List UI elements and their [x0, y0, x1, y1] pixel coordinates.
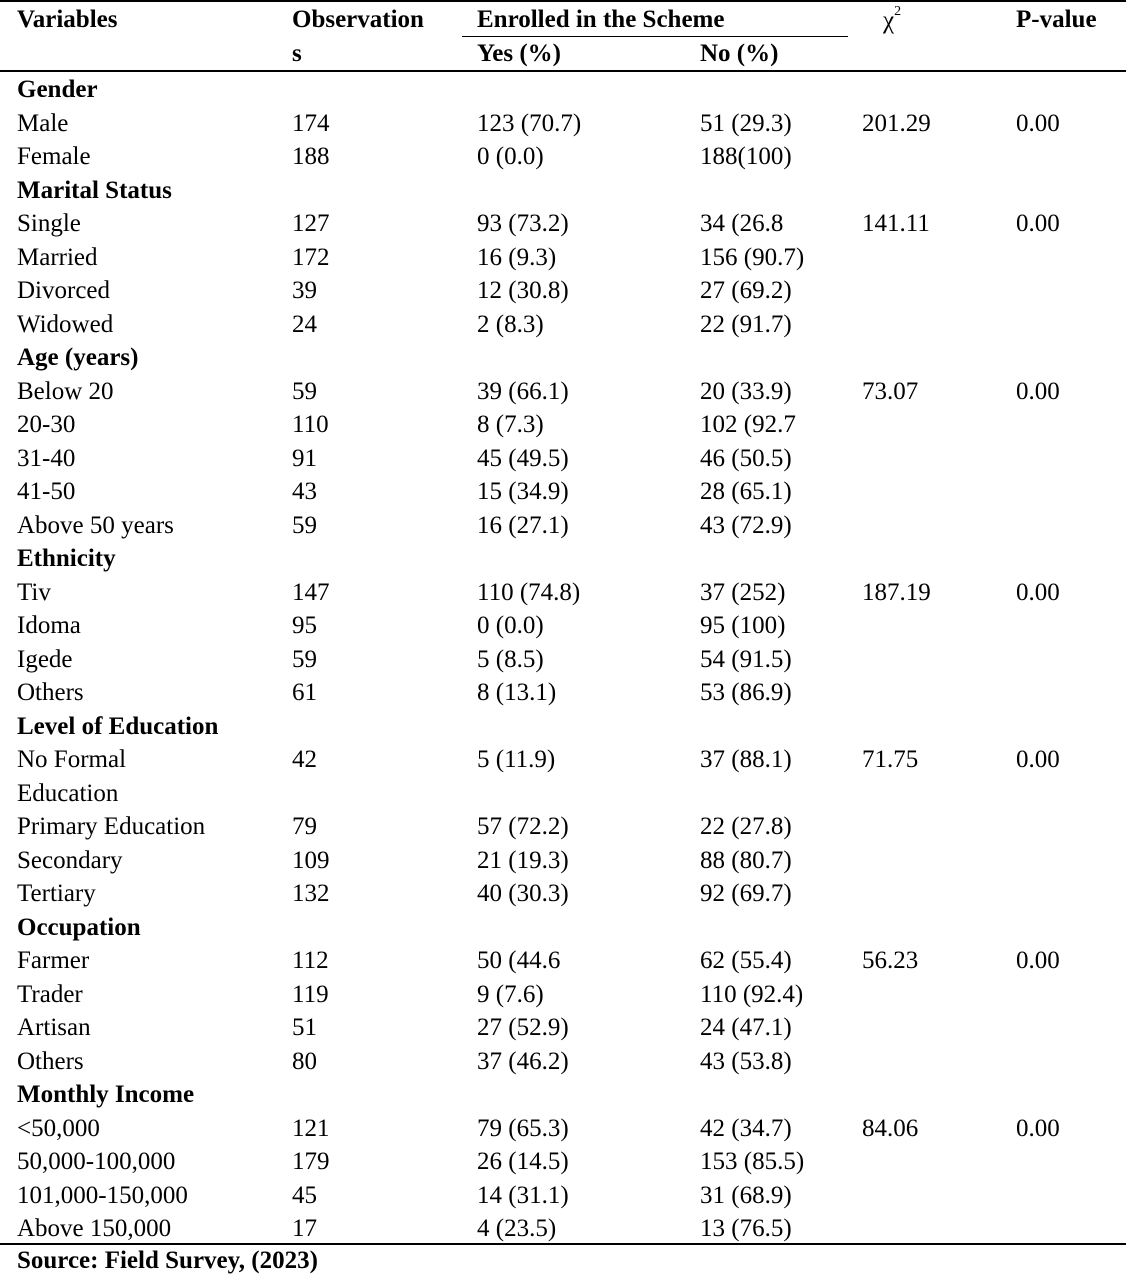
enrolled-yes-cell: 37 (46.2)	[477, 1047, 569, 1075]
row-label: 101,000-150,000	[17, 1181, 188, 1209]
row-label: Tertiary	[17, 880, 96, 907]
section-label: Occupation	[17, 913, 141, 941]
enrolled-no-cell: 28 (65.1)	[700, 478, 792, 505]
enrolled-yes-cell: 2 (8.3)	[477, 310, 544, 338]
chi-square-cell: 84.06	[862, 1114, 919, 1142]
section-heading-row	[0, 1078, 1126, 1112]
enrolled-no-cell: 54 (91.5)	[700, 645, 792, 673]
p-value-cell: 0.00	[1016, 1114, 1060, 1142]
p-value-cell: 0.00	[1016, 377, 1060, 405]
observations-cell: 17	[292, 1215, 317, 1242]
header-subrule	[462, 36, 848, 37]
table-row	[0, 1045, 1126, 1079]
table-row	[0, 1112, 1126, 1146]
section-label: Level of Education	[17, 712, 219, 740]
table-row	[0, 743, 1126, 777]
table-row	[0, 777, 1126, 811]
enrolled-yes-cell: 110 (74.8)	[477, 578, 581, 606]
observations-cell: 39	[292, 277, 317, 304]
row-label: Education	[17, 779, 119, 807]
enrolled-yes-cell: 93 (73.2)	[477, 210, 569, 237]
section-heading-row	[0, 341, 1126, 375]
enrolled-no-cell: 153 (85.5)	[700, 1148, 805, 1175]
header-observations-line1: Observation	[292, 6, 424, 33]
observations-cell: 121	[292, 1114, 330, 1142]
observations-cell: 91	[292, 444, 317, 472]
enrolled-yes-cell: 16 (27.1)	[477, 511, 569, 539]
table-row	[0, 375, 1126, 409]
enrolled-no-cell: 13 (76.5)	[700, 1215, 792, 1242]
enrolled-no-cell: 188(100)	[700, 143, 792, 170]
enrolled-no-cell: 20 (33.9)	[700, 377, 792, 405]
section-heading-row	[0, 911, 1126, 945]
row-label: Igede	[17, 645, 73, 673]
enrolled-yes-cell: 40 (30.3)	[477, 880, 569, 907]
section-label: Marital Status	[17, 176, 172, 204]
observations-cell: 132	[292, 880, 330, 907]
table-row	[0, 308, 1126, 342]
enrolled-yes-cell: 79 (65.3)	[477, 1114, 569, 1142]
observations-cell: 119	[292, 980, 329, 1008]
row-label: Married	[17, 243, 98, 271]
bottom-rule	[0, 1243, 1126, 1245]
p-value-cell: 0.00	[1016, 578, 1060, 606]
chi-superscript: 2	[894, 3, 902, 19]
section-heading-row	[0, 710, 1126, 744]
row-label: No Formal	[17, 746, 127, 773]
row-label: Widowed	[17, 310, 114, 338]
chi-square-cell: 201.29	[862, 109, 931, 137]
chi-square-cell: 56.23	[862, 947, 919, 974]
enrolled-no-cell: 102 (92.7	[700, 411, 796, 438]
row-label: Others	[17, 679, 84, 706]
observations-cell: 51	[292, 1014, 317, 1041]
table-row	[0, 207, 1126, 241]
observations-cell: 110	[292, 411, 329, 438]
row-label: Trader	[17, 980, 83, 1008]
row-label: Idoma	[17, 612, 81, 639]
row-label: Farmer	[17, 947, 90, 974]
enrolled-yes-cell: 4 (23.5)	[477, 1215, 557, 1242]
enrolled-yes-cell: 14 (31.1)	[477, 1181, 569, 1209]
source-note: Source: Field Survey, (2023)	[17, 1247, 318, 1274]
header-pvalue: P-value	[1016, 6, 1097, 33]
observations-cell: 174	[292, 109, 330, 137]
enrolled-yes-cell: 45 (49.5)	[477, 444, 569, 472]
enrolled-no-cell: 37 (252)	[700, 578, 786, 606]
row-label: Above 150,000	[17, 1215, 172, 1242]
header-observations-line2: s	[292, 40, 302, 67]
chi-square-cell: 73.07	[862, 377, 919, 405]
table-row	[0, 609, 1126, 643]
chi-square-cell: 71.75	[862, 746, 919, 773]
table-row	[0, 576, 1126, 610]
enrolled-yes-cell: 26 (14.5)	[477, 1148, 569, 1175]
enrolled-yes-cell: 39 (66.1)	[477, 377, 569, 405]
row-label: 20-30	[17, 411, 76, 438]
section-label: Gender	[17, 76, 98, 103]
enrolled-no-cell: 42 (34.7)	[700, 1114, 792, 1142]
observations-cell: 79	[292, 813, 317, 840]
row-label: <50,000	[17, 1114, 100, 1142]
observations-cell: 109	[292, 846, 330, 874]
table-row	[0, 844, 1126, 878]
observations-cell: 45	[292, 1181, 317, 1209]
top-rule	[0, 0, 1126, 2]
p-value-cell: 0.00	[1016, 746, 1060, 773]
section-label: Ethnicity	[17, 545, 116, 572]
table-row	[0, 978, 1126, 1012]
table-row	[0, 1179, 1126, 1213]
table-row	[0, 509, 1126, 543]
observations-cell: 188	[292, 143, 330, 170]
enrolled-no-cell: 110 (92.4)	[700, 980, 804, 1008]
enrolled-yes-cell: 8 (7.3)	[477, 411, 544, 438]
table-row	[0, 408, 1126, 442]
table-row	[0, 475, 1126, 509]
row-label: Single	[17, 210, 81, 237]
table-row	[0, 1011, 1126, 1045]
enrolled-no-cell: 31 (68.9)	[700, 1181, 792, 1209]
table-row	[0, 810, 1126, 844]
observations-cell: 80	[292, 1047, 317, 1075]
enrolled-yes-cell: 57 (72.2)	[477, 813, 569, 840]
row-label: Male	[17, 109, 69, 137]
enrolled-no-cell: 34 (26.8	[700, 210, 784, 237]
row-label: Above 50 years	[17, 511, 174, 539]
table-row	[0, 643, 1126, 677]
enrolled-no-cell: 88 (80.7)	[700, 846, 792, 874]
enrolled-no-cell: 43 (72.9)	[700, 511, 792, 539]
enrolled-yes-cell: 21 (19.3)	[477, 846, 569, 874]
observations-cell: 147	[292, 578, 330, 606]
p-value-cell: 0.00	[1016, 109, 1060, 137]
table-row	[0, 274, 1126, 308]
row-label: Primary Education	[17, 813, 206, 840]
chi-square-cell: 187.19	[862, 578, 931, 606]
enrolled-yes-cell: 0 (0.0)	[477, 612, 544, 639]
section-label: Age (years)	[17, 344, 139, 371]
observations-cell: 42	[292, 746, 317, 773]
enrolled-yes-cell: 8 (13.1)	[477, 679, 557, 706]
enrolled-no-cell: 51 (29.3)	[700, 109, 792, 137]
enrolled-no-cell: 27 (69.2)	[700, 277, 792, 304]
enrolled-no-cell: 156 (90.7)	[700, 243, 805, 271]
enrolled-no-cell: 46 (50.5)	[700, 444, 792, 472]
row-label: 31-40	[17, 444, 76, 472]
header-enrolled: Enrolled in the Scheme	[477, 6, 725, 33]
table-row	[0, 1145, 1126, 1179]
header-yes: Yes (%)	[477, 40, 562, 67]
observations-cell: 43	[292, 478, 317, 505]
observations-cell: 24	[292, 310, 317, 338]
observations-cell: 95	[292, 612, 317, 639]
row-label: 41-50	[17, 478, 76, 505]
section-heading-row	[0, 542, 1126, 576]
p-value-cell: 0.00	[1016, 947, 1060, 974]
enrolled-no-cell: 95 (100)	[700, 612, 786, 639]
enrolled-no-cell: 37 (88.1)	[700, 746, 792, 773]
observations-cell: 59	[292, 645, 317, 673]
enrolled-yes-cell: 9 (7.6)	[477, 980, 544, 1008]
header-chi-square	[883, 3, 902, 36]
section-heading-row	[0, 73, 1126, 107]
row-label: Tiv	[17, 578, 51, 606]
observations-cell: 172	[292, 243, 330, 271]
table-row	[0, 107, 1126, 141]
chi-symbol: χ	[883, 7, 895, 34]
table-row	[0, 442, 1126, 476]
row-label: Below 20	[17, 377, 114, 405]
enrolled-yes-cell: 15 (34.9)	[477, 478, 569, 505]
row-label: Secondary	[17, 846, 123, 874]
section-heading-row	[0, 174, 1126, 208]
enrolled-yes-cell: 5 (11.9)	[477, 746, 556, 773]
row-label: Divorced	[17, 277, 111, 304]
table-row	[0, 241, 1126, 275]
header-bottom-rule	[0, 70, 1126, 72]
enrolled-no-cell: 22 (91.7)	[700, 310, 792, 338]
observations-cell: 179	[292, 1148, 330, 1175]
enrolled-no-cell: 24 (47.1)	[700, 1014, 792, 1041]
enrolled-no-cell: 92 (69.7)	[700, 880, 792, 907]
enrolled-no-cell: 62 (55.4)	[700, 947, 792, 974]
enrolled-no-cell: 53 (86.9)	[700, 679, 792, 706]
enrolled-yes-cell: 16 (9.3)	[477, 243, 557, 271]
row-label: Others	[17, 1047, 84, 1075]
row-label: Female	[17, 143, 91, 170]
enrolled-yes-cell: 12 (30.8)	[477, 277, 569, 304]
table-row	[0, 140, 1126, 174]
observations-cell: 59	[292, 511, 317, 539]
enrolled-yes-cell: 50 (44.6	[477, 947, 561, 974]
chi-square-cell: 141.11	[862, 210, 930, 237]
observations-cell: 59	[292, 377, 317, 405]
header-no: No (%)	[700, 40, 779, 67]
header-variables: Variables	[17, 6, 118, 33]
section-label: Monthly Income	[17, 1081, 195, 1108]
table-row	[0, 1212, 1126, 1246]
enrolled-no-cell: 22 (27.8)	[700, 813, 792, 840]
p-value-cell: 0.00	[1016, 210, 1060, 237]
table-row	[0, 676, 1126, 710]
enrolled-yes-cell: 123 (70.7)	[477, 109, 582, 137]
enrolled-yes-cell: 5 (8.5)	[477, 645, 544, 673]
row-label: 50,000-100,000	[17, 1148, 176, 1175]
enrolled-no-cell: 43 (53.8)	[700, 1047, 792, 1075]
table-row	[0, 944, 1126, 978]
observations-cell: 61	[292, 679, 317, 706]
table-row	[0, 877, 1126, 911]
row-label: Artisan	[17, 1014, 91, 1041]
enrolled-yes-cell: 0 (0.0)	[477, 143, 544, 170]
enrolled-yes-cell: 27 (52.9)	[477, 1014, 569, 1041]
observations-cell: 112	[292, 947, 329, 974]
observations-cell: 127	[292, 210, 330, 237]
